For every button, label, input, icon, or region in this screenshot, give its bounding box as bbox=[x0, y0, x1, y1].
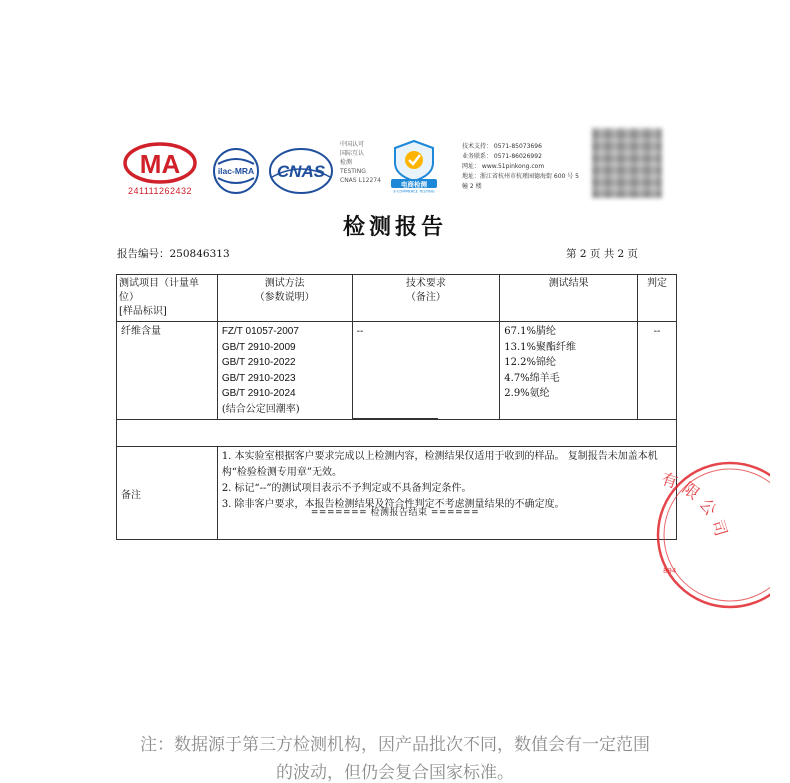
note-line: 1. 本实验室根据客户要求完成以上检测内容，检测结果仅适用于收到的样品。 复制报告未加盖本机构“检验检测专用章”无效。 bbox=[221, 451, 658, 478]
method-line: (结合公定回潮率) bbox=[221, 403, 300, 415]
contact-line: 地址：浙江省杭州市杭瑾园德海街 600 号 5 bbox=[462, 173, 579, 180]
cnas-accreditation-text bbox=[340, 140, 381, 185]
contact-line: 技术支持： 0571-85073696 bbox=[462, 143, 542, 150]
cnas-line: 中国认可 bbox=[340, 141, 365, 148]
header-requirement-line: 技术要求 bbox=[405, 278, 446, 289]
notes-content bbox=[217, 447, 676, 540]
cell-judgment: -- bbox=[638, 322, 677, 420]
svg-text:有限公司: 有限公司 bbox=[658, 468, 733, 545]
header-requirement-line: （备注） bbox=[405, 292, 446, 303]
header-method-line: 测试方法 bbox=[264, 278, 305, 289]
qr-code-blurred bbox=[592, 128, 662, 198]
header-result: 测试结果 bbox=[500, 275, 638, 322]
cnas-line: CNAS L12274 bbox=[340, 177, 381, 184]
footer-note-line1: 注：数据源于第三方检测机构，因产品批次不同，数值会有一定范围 bbox=[140, 735, 650, 755]
result-line: 13.1%聚酯纤维 bbox=[504, 341, 577, 353]
ilac-mra-logo bbox=[212, 148, 260, 194]
header-judgment: 判定 bbox=[638, 275, 677, 322]
result-line: 67.1%腈纶 bbox=[504, 326, 557, 337]
method-line: GB/T 2910-2022 bbox=[221, 357, 296, 368]
cell-results bbox=[500, 322, 638, 420]
svg-text:CNAS: CNAS bbox=[276, 162, 326, 181]
header-item bbox=[117, 275, 218, 322]
result-line: 4.7%绵羊毛 bbox=[504, 372, 560, 384]
company-seal-stamp bbox=[620, 460, 770, 610]
table-header-row bbox=[117, 275, 677, 322]
report-number bbox=[117, 246, 230, 261]
method-line: GB/T 2910-2024 bbox=[221, 388, 296, 399]
note-line: 3. 除非客户要求，本报告检测结果及符合性判定不考虑测量结果的不确定度。 bbox=[221, 499, 565, 510]
notes-row bbox=[117, 447, 677, 540]
cell-methods bbox=[217, 322, 352, 420]
svg-text:ilac-MRA: ilac-MRA bbox=[217, 166, 255, 176]
header-item-line: [样品标识] bbox=[119, 306, 167, 317]
contact-line: 业务联系： 0571-86026992 bbox=[462, 153, 542, 160]
method-line: FZ/T 01057-2007 bbox=[221, 326, 299, 337]
contact-line: 幢 2 楼 bbox=[462, 183, 482, 190]
svg-text:241111262432: 241111262432 bbox=[127, 186, 193, 196]
table-divider-line bbox=[352, 418, 438, 419]
report-number-value: 250846313 bbox=[169, 248, 230, 260]
method-line: GB/T 2910-2009 bbox=[221, 341, 296, 353]
method-line: GB/T 2910-2023 bbox=[221, 372, 296, 384]
header-requirement bbox=[352, 275, 500, 322]
header-item-line: 测试项目（计量单位） bbox=[119, 278, 199, 303]
svg-text:MA: MA bbox=[139, 149, 181, 179]
table-row bbox=[117, 322, 677, 420]
cell-requirement: -- bbox=[352, 322, 500, 420]
result-line: 12.2%锦纶 bbox=[504, 357, 557, 368]
cnas-line: 国际互认 bbox=[340, 150, 365, 157]
cma-logo bbox=[122, 141, 198, 197]
report-title: 检测报告 bbox=[342, 214, 447, 240]
header-method-line: （参数说明） bbox=[254, 292, 315, 303]
svg-text:E-COMMERCE TESTING: E-COMMERCE TESTING bbox=[393, 189, 435, 193]
table-spacer-row bbox=[117, 420, 677, 447]
cell-item: 纤维含量 bbox=[117, 322, 218, 420]
report-number-label: 报告编号： bbox=[117, 248, 170, 260]
cnas-line: 检测 bbox=[340, 159, 353, 166]
report-end-marker: ======= 检测报告结束 ====== bbox=[310, 508, 480, 518]
test-results-table bbox=[116, 274, 677, 540]
ecommerce-testing-logo bbox=[389, 139, 439, 193]
spacer-cell bbox=[117, 420, 677, 447]
result-line: 2.9%氨纶 bbox=[504, 388, 550, 399]
page-indicator: 第 2 页 共 2 页 bbox=[566, 248, 639, 260]
note-line: 2. 标记“--”的测试项目表示不予判定或不具备判定条件。 bbox=[221, 483, 472, 494]
notes-label: 备注 bbox=[117, 447, 218, 540]
contact-line: 网址： www.51pinkong.com bbox=[462, 163, 545, 170]
svg-text:电商检测: 电商检测 bbox=[401, 180, 427, 189]
cnas-logo bbox=[268, 147, 334, 195]
svg-text:894: 894 bbox=[663, 567, 677, 575]
footer-note-line2: 的波动，但仍会复合国家标准。 bbox=[276, 763, 514, 783]
cnas-line: TESTING bbox=[340, 168, 366, 175]
contact-info bbox=[462, 142, 592, 192]
header-method bbox=[217, 275, 352, 322]
